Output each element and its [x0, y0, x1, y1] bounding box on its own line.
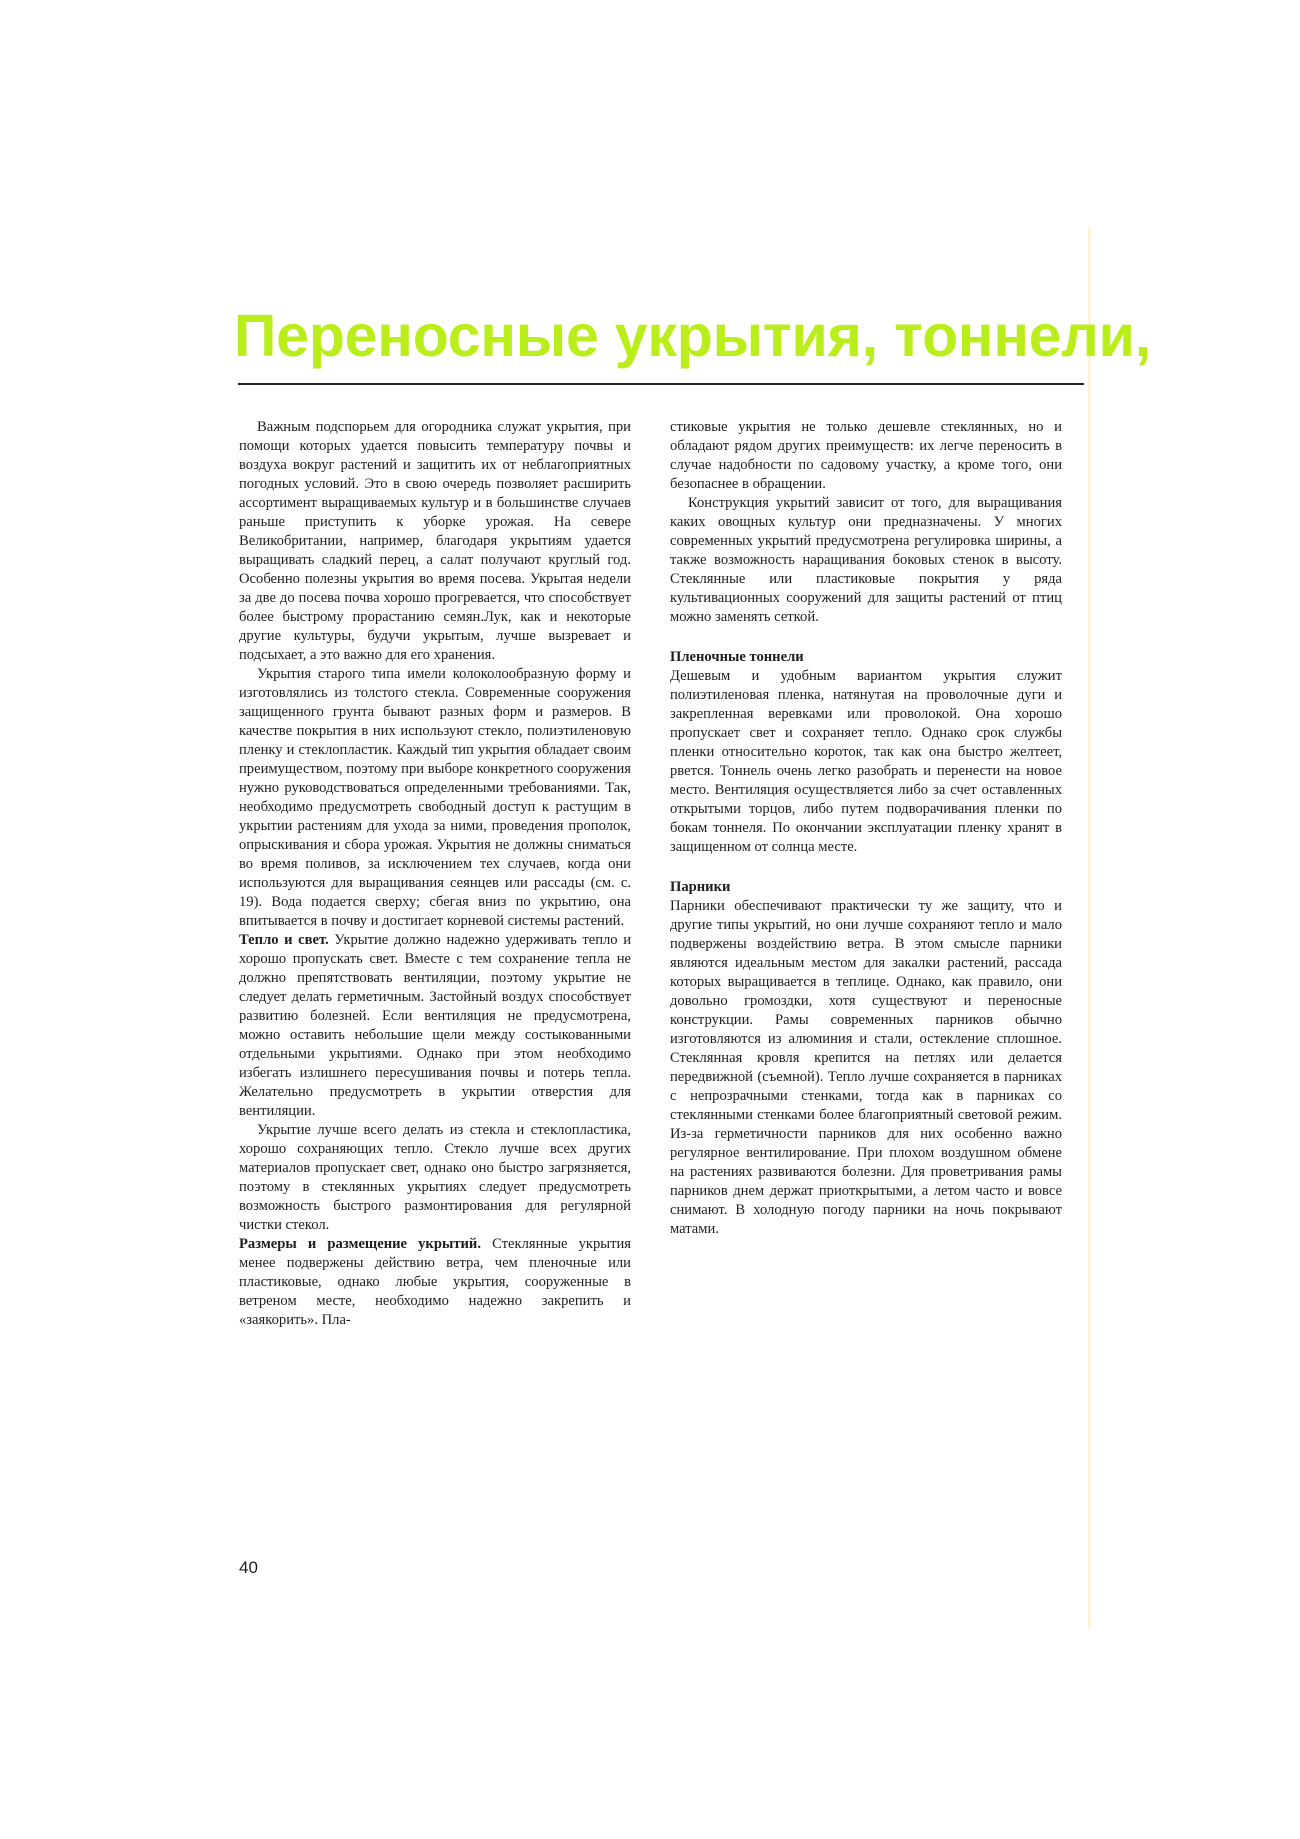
paragraph-intro: Важным подспорьем для огородника служат укрытия, при помощи которых удается повысить температуру почвы и воздуха вокруг растений и защитить их от неблагоприятных погодных условий. Это в свою очередь позволяет расширить ассортимент выращиваемых культур и в большинстве случаев раньше приступить к уборке урожая. На севере Великобритании, например, благодаря укрытиям удается выращивать сладкий перец, а салат получают круглый год. Особенно полезны укрытия во время посева. Укрытая недели за две до посева почва хорошо прогревается, что способствует более быстрому прорастанию семян.Лук, как и некоторые другие культуры, будучи укрытым, лучше вызревает и подсыхает, а это важно для его хранения. [239, 419, 631, 663]
page-number: 40 [239, 1558, 258, 1577]
paragraph-sizes [239, 1235, 631, 1330]
paragraph-cold-frames: Парники обеспечивают практически ту же защиту, что и другие типы укрытий, но они лучше сохраняют тепло и мало подвержены воздействию ветра. В этом смысле парники являются идеальным местом для закалки растений, рассада которых выращивается в теплице. Однако, как правило, они довольно громоздки, хотя существуют и переносные конструкции. Рамы современных парников обычно изготовляются из алюминия и стали, остекление сплошное. Стеклянная кровля крепится на петлях или делается передвижной (съемной). Тепло лучше сохраняется в парниках с непрозрачными стенками, тогда как в парниках со стеклянными стенками более благоприятный световой режим. Из-за герметичности парников для них особенно важно регулярное вентилирование. При плохом воздушном обмене на растениях развиваются болезни. Для проветривания рамы парников днем держат приоткрытыми, а летом часто и вовсе снимают. В холодную погоду парники на ночь покрывают матами. [670, 898, 1062, 1237]
section-gap [670, 857, 1062, 878]
heading-film-tunnels: Пленочные тоннели [670, 649, 804, 665]
heading-cold-frames: Парники [670, 879, 731, 895]
page-title: Переносные укрытия, тоннели, [234, 303, 1151, 369]
title-underline [238, 383, 1084, 385]
right-column [670, 418, 1062, 1239]
page-edge-shadow [1088, 228, 1091, 1628]
paragraph-construction: Конструкция укрытий зависит от того, для выращивания каких овощных культур они предназначены. У многих современных укрытий предусмотрена регулировка ширины, а также возможность наращивания боковых стенок в высоту. Стеклянные или пластиковые покрытия у ряда культивационных сооружений для защиты растений от птиц можно заменять сеткой. [670, 495, 1062, 625]
left-column [239, 418, 631, 1330]
paragraph-glass: Укрытие лучше всего делать из стекла и стеклопластика, хорошо сохраняющих тепло. Стекло лучше всех других материалов пропускает свет, однако оно быстро загрязняется, поэтому в стеклянных укрытиях следует предусмотреть возможность быстрого размонтирования для регулярной чистки стекол. [239, 1122, 631, 1233]
run-in-heading-sizes: Размеры и размещение укрытий. [239, 1236, 481, 1252]
section-gap [670, 627, 1062, 648]
paragraph-old-covers: Укрытия старого типа имели колоколообразную форму и изготовлялись из толстого стекла. Современные сооружения защищенного грунта бывают разных форм и размеров. В качестве покрытия в них используют стекло, полиэтиленовую пленку и стеклопластик. Каждый тип укрытия обладает своим преимуществом, поэтому при выборе конкретного сооружения нужно руководствоваться определенными требованиями. Так, необходимо предусмотреть свободный доступ к растущим в укрытии растениям для ухода за ними, проведения прополок, опрыскивания и сбора урожая. Укрытия не должны сниматься во время поливов, за исключением тех случаев, когда они используются для выращивания сеянцев или рассады (см. с. 19). Вода подается сверху; сбегая вниз по укрытию, она впитывается в почву и достигает корневой системы растений. [239, 666, 631, 929]
paragraph-heat-light [239, 931, 631, 1121]
paragraph-sizes-text: Стеклянные укрытия менее подвержены действию ветра, чем пленочные или пластиковые, однако любые укрытия, сооруженные в ветреном месте, необходимо надежно закрепить и «заякорить». Пла- [239, 1236, 631, 1328]
run-in-heading-heat-light: Тепло и свет. [239, 932, 329, 948]
paragraph-film-tunnels: Дешевым и удобным вариантом укрытия служит полиэтиленовая пленка, натянутая на проволочные дуги и закрепленная веревками или проволокой. Она хорошо пропускает свет и сохраняет тепло. Однако срок службы пленки относительно короток, так как она быстро желтеет, рвется. Тоннель очень легко разобрать и перенести на новое место. Вентиляция осуществляется либо за счет оставленных открытыми торцов, либо путем подворачивания пленки по бокам тоннеля. По окончании эксплуатации пленку хранят в защищенном от солнца месте. [670, 668, 1062, 855]
paragraph-heat-light-text: Укрытие должно надежно удерживать тепло и хорошо пропускать свет. Вместе с тем сохранение тепла не должно препятствовать вентиляции, поэтому укрытие не следует делать герметичным. Застойный воздух способствует развитию болезней. Если вентиляция не предусмотрена, можно оставить небольшие щели между состыкованными отдельными укрытиями. Однако при этом необходимо избегать излишнего пересушивания почвы и потерь тепла. Желательно предусмотреть в укрытии отверстия для вентиляции. [239, 932, 631, 1119]
paragraph-plastic-covers: стиковые укрытия не только дешевле стеклянных, но и обладают рядом других преимуществ: их легче переносить в случае надобности по садовому участку, а кроме того, они безопаснее в обращении. [670, 419, 1062, 492]
